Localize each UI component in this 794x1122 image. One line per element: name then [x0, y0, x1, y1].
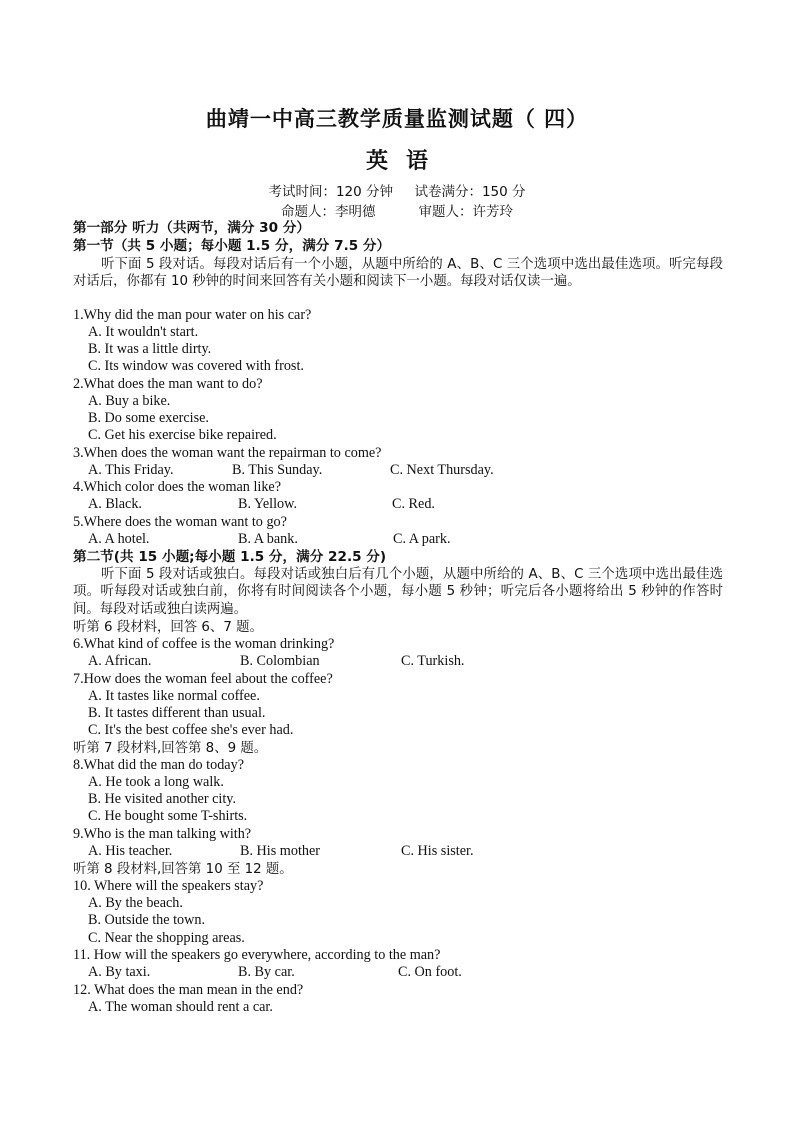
option-8b: B. He visited another city. — [88, 791, 237, 807]
option-11a: A. By taxi. — [88, 964, 151, 980]
authors-info: 命题人：李明德 审题人：许芳玲 — [281, 204, 513, 220]
option-2b: B. Do some exercise. — [88, 410, 209, 426]
section1-instructions: 听下面 5 段对话。每段对话后有一个小题，从题中所给的 A、B、C 三个选项中选出最佳选项。听完每段对话后，你都有 10 秒钟的时间来回答有关小题和阅读下一小题。每段对话仅读一遍。 — [73, 257, 723, 290]
part1-heading: 第一部分 听力（共两节，满分 30 分） — [73, 220, 311, 236]
question-2: 2.What does the man want to do? — [73, 376, 263, 392]
option-8c: C. He bought some T-shirts. — [88, 808, 248, 824]
question-8: 8.What did the man do today? — [73, 757, 244, 773]
option-7c: C. It's the best coffee she's ever had. — [88, 722, 294, 738]
option-3a: A. This Friday. — [88, 462, 174, 478]
question-6: 6.What kind of coffee is the woman drinking? — [73, 636, 335, 652]
question-9: 9.Who is the man talking with? — [73, 826, 252, 842]
option-1a: A. It wouldn't start. — [88, 324, 199, 340]
option-9a: A. His teacher. — [88, 843, 173, 859]
option-4c: C. Red. — [392, 496, 435, 512]
question-5: 5.Where does the woman want to go? — [73, 514, 287, 530]
option-9c: C. His sister. — [401, 843, 474, 859]
section2-heading: 第二节(共 15 小题;每小题 1.5 分，满分 22.5 分) — [73, 549, 387, 565]
option-3b: B. This Sunday. — [232, 462, 323, 478]
option-1c: C. Its window was covered with frost. — [88, 358, 304, 374]
subject-title: 英语 — [365, 148, 446, 174]
section2-instructions: 听下面 5 段对话或独白。每段对话或独白后有几个小题，从题中所给的 A、B、C 三个选项中选出最佳选项。听每段对话或独白前，你将有时间阅读各个小题，每小题 5 秒钟；听完后各小题将给出 5 秒钟的作答时间。每段对话或独白读两遍。 — [73, 567, 723, 617]
question-10: 10. Where will the speakers stay? — [73, 878, 264, 894]
question-7: 7.How does the woman feel about the coffee? — [73, 671, 333, 687]
material-8-note: 听第 8 段材料,回答第 10 至 12 题。 — [73, 862, 293, 877]
option-10b: B. Outside the town. — [88, 912, 206, 928]
question-11: 11. How will the speakers go everywhere, according to the man? — [73, 947, 441, 963]
option-11b: B. By car. — [238, 964, 295, 980]
question-1: 1.Why did the man pour water on his car? — [73, 307, 312, 323]
material-7-note: 听第 7 段材料,回答第 8、9 题。 — [73, 741, 268, 756]
option-4a: A. Black. — [88, 496, 142, 512]
question-12: 12. What does the man mean in the end? — [73, 982, 304, 998]
exam-title: 曲靖一中高三教学质量监测试题（ 四） — [205, 106, 589, 131]
option-6b: B. Colombian — [240, 653, 320, 669]
option-11c: C. On foot. — [398, 964, 462, 980]
exam-time-info: 考试时间：120 分钟 试卷满分：150 分 — [268, 184, 526, 200]
question-4: 4.Which color does the woman like? — [73, 479, 282, 495]
option-10c: C. Near the shopping areas. — [88, 930, 245, 946]
question-3: 3.When does the woman want the repairman to come? — [73, 445, 382, 461]
option-5b: B. A bank. — [238, 531, 298, 547]
option-7a: A. It tastes like normal coffee. — [88, 688, 260, 704]
option-7b: B. It tastes different than usual. — [88, 705, 266, 721]
option-4b: B. Yellow. — [238, 496, 297, 512]
option-2c: C. Get his exercise bike repaired. — [88, 427, 277, 443]
material-6-note: 听第 6 段材料，回答 6、7 题。 — [73, 620, 263, 635]
option-2a: A. Buy a bike. — [88, 393, 171, 409]
option-3c: C. Next Thursday. — [390, 462, 494, 478]
option-5c: C. A park. — [393, 531, 451, 547]
section1-heading: 第一节（共 5 小题；每小题 1.5 分，满分 7.5 分） — [73, 238, 391, 254]
option-10a: A. By the beach. — [88, 895, 183, 911]
option-1b: B. It was a little dirty. — [88, 341, 212, 357]
option-8a: A. He took a long walk. — [88, 774, 224, 790]
option-5a: A. A hotel. — [88, 531, 150, 547]
option-12a: A. The woman should rent a car. — [88, 999, 273, 1015]
option-6c: C. Turkish. — [401, 653, 465, 669]
option-9b: B. His mother — [240, 843, 320, 859]
option-6a: A. African. — [88, 653, 152, 669]
